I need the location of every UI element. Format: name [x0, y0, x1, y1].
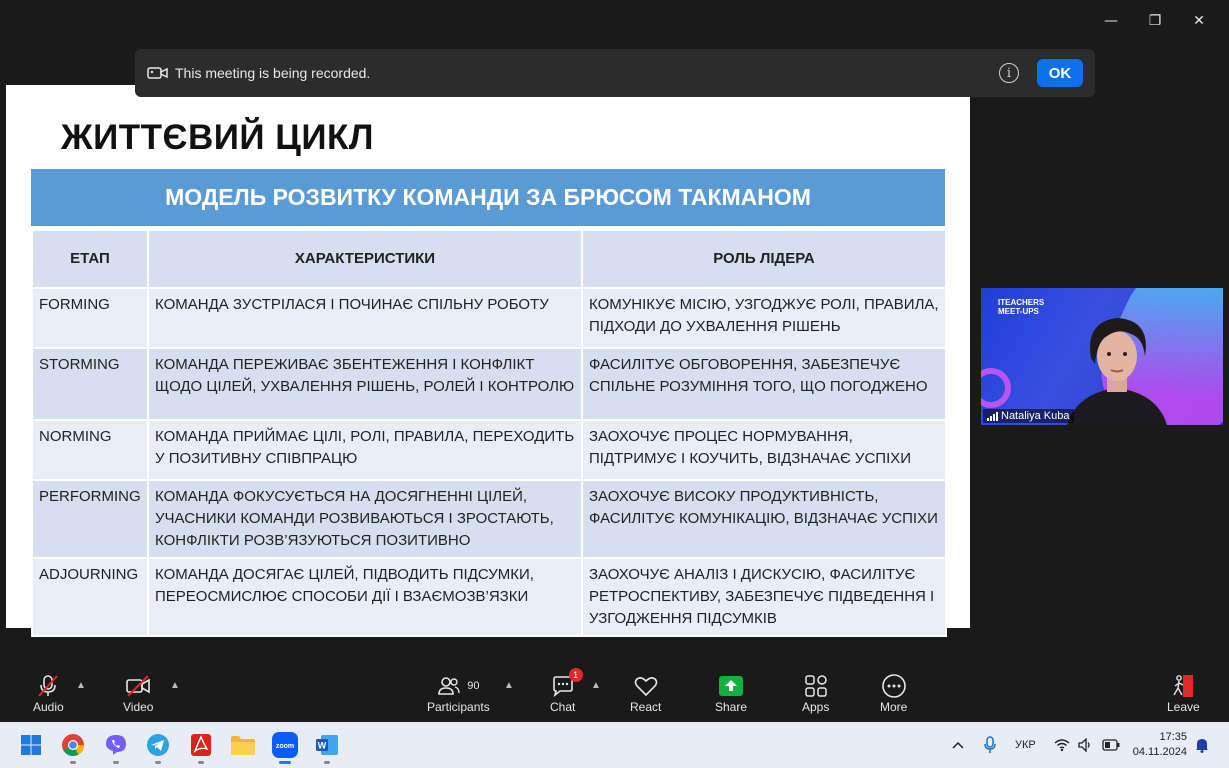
table-row [32, 288, 946, 348]
leave-button[interactable]: Leave [1167, 672, 1200, 714]
start-button[interactable] [17, 731, 45, 759]
input-language[interactable]: УКР [1015, 739, 1036, 751]
viber-icon [104, 733, 128, 757]
telegram-icon [146, 733, 170, 757]
table-row [32, 348, 946, 420]
chat-button[interactable]: 1 Chat [550, 672, 575, 714]
heart-icon [633, 674, 659, 698]
participants-button[interactable]: 90 Participants [427, 672, 490, 714]
video-options-caret[interactable]: ▲ [170, 680, 180, 691]
characteristics-cell: КОМАНДА ФОКУСУЄТЬСЯ НА ДОСЯГНЕННІ ЦІЛЕЙ, УЧАСНИКИ КОМАНДИ РОЗВИВАЮТЬСЯ І ЗРОСТАЮТЬ, КОНФЛІКТИ РОЗВ’ЯЗУЮТЬСЯ ПОЗИТИВНО [148, 480, 582, 558]
characteristics-cell: КОМАНДА ПЕРЕЖИВАЄ ЗБЕНТЕЖЕННЯ І КОНФЛІКТ ЩОДО ЦІЛЕЙ, УХВАЛЕННЯ РІШЕНЬ, РОЛЕЙ І КОНТРОЛЮ [148, 348, 582, 420]
table-row [32, 480, 946, 558]
video-camera-icon [147, 65, 169, 81]
bell-icon [1195, 737, 1209, 753]
video-muted-icon [124, 673, 152, 699]
signal-strength-icon [987, 412, 998, 421]
microphone-tray[interactable] [983, 722, 997, 768]
system-tray-icons[interactable] [1054, 722, 1120, 768]
taskbar-file-explorer[interactable] [229, 731, 257, 759]
taskbar-clock[interactable]: 17:35 04.11.2024 [1132, 731, 1187, 758]
table-row [32, 558, 946, 636]
taskbar-word[interactable] [313, 731, 341, 759]
zoom-app-icon [272, 732, 298, 758]
leader-role-cell: КОМУНІКУЄ МІСІЮ, УЗГОДЖУЄ РОЛІ, ПРАВИЛА, ПІДХОДИ ДО УХВАЛЕННЯ РІШЕНЬ [582, 288, 946, 348]
tuckman-table [31, 229, 947, 637]
leave-door-icon [1170, 673, 1196, 699]
microphone-muted-icon [35, 673, 61, 699]
recording-banner [135, 49, 1095, 97]
info-icon[interactable]: i [999, 63, 1019, 83]
more-button[interactable]: More [880, 672, 907, 714]
apps-icon [804, 674, 828, 698]
window-controls [1089, 8, 1221, 34]
participant-name-label: Nataliya Kuba [983, 409, 1074, 423]
restore-button[interactable]: ❐ [1148, 13, 1162, 29]
table-header-row [32, 230, 946, 288]
taskbar-telegram[interactable] [144, 731, 172, 759]
meeting-toolbar [0, 666, 1229, 722]
wifi-icon [1054, 738, 1070, 752]
recording-message: This meeting is being recorded. [175, 65, 371, 81]
battery-icon [1102, 739, 1120, 751]
windows-taskbar [0, 722, 1229, 768]
chat-unread-badge: 1 [569, 668, 583, 682]
participant-video-tile[interactable] [981, 288, 1223, 425]
leader-role-cell: ЗАОХОЧУЄ ВИСОКУ ПРОДУКТИВНІСТЬ, ФАСИЛІТУЄ КОМУНІКАЦІЮ, ВІДЗНАЧАЄ УСПІХИ [582, 480, 946, 558]
chat-options-caret[interactable]: ▲ [591, 680, 601, 691]
table-title: МОДЕЛЬ РОЗВИТКУ КОМАНДИ ЗА БРЮСОМ ТАКМАНОМ [31, 169, 945, 226]
microphone-icon [983, 736, 997, 754]
taskbar-viber[interactable] [102, 731, 130, 759]
ok-button[interactable]: OK [1037, 59, 1083, 87]
close-button[interactable]: ✕ [1193, 13, 1205, 29]
word-icon [315, 733, 339, 757]
audio-button[interactable]: Audio [33, 672, 64, 714]
background-brand-text: ITEACHERS MEET-UPS [998, 298, 1045, 316]
taskbar-acrobat[interactable] [187, 731, 215, 759]
share-button[interactable]: Share [715, 672, 747, 714]
table-row [32, 420, 946, 480]
header-cell: РОЛЬ ЛІДЕРА [582, 230, 946, 288]
apps-button[interactable]: Apps [802, 672, 829, 714]
taskbar-zoom[interactable] [271, 731, 299, 759]
folder-icon [230, 734, 256, 756]
taskbar-chrome[interactable] [59, 731, 87, 759]
header-cell: ХАРАКТЕРИСТИКИ [148, 230, 582, 288]
participants-icon [437, 675, 461, 697]
video-button[interactable]: Video [123, 672, 153, 714]
leader-role-cell: ЗАОХОЧУЄ АНАЛІЗ І ДИСКУСІЮ, ФАСИЛІТУЄ РЕТРОСПЕКТИВУ, ЗАБЕЗПЕЧУЄ ПІДВЕДЕННЯ І УЗГОДЖЕННЯ ПІДСУМКІВ [582, 558, 946, 636]
stage-cell: ADJOURNING [32, 558, 148, 636]
stage-cell: STORMING [32, 348, 148, 420]
windows-logo-icon [20, 734, 42, 756]
shared-screen-slide [6, 85, 970, 628]
react-button[interactable]: React [630, 672, 661, 714]
participant-avatar [1067, 308, 1167, 425]
chrome-icon [61, 733, 85, 757]
share-screen-icon [718, 675, 744, 697]
show-hidden-icons[interactable] [952, 722, 964, 768]
more-dots-icon [881, 673, 907, 699]
background-shape [981, 368, 1011, 408]
characteristics-cell: КОМАНДА ЗУСТРІЛАСЯ І ПОЧИНАЄ СПІЛЬНУ РОБОТУ [148, 288, 582, 348]
notifications-button[interactable] [1195, 722, 1209, 768]
chevron-up-icon [952, 740, 964, 750]
stage-cell: NORMING [32, 420, 148, 480]
pdf-reader-icon [190, 733, 212, 757]
svg-text:zoom: zoom [275, 743, 295, 750]
leader-role-cell: ЗАОХОЧУЄ ПРОЦЕС НОРМУВАННЯ, ПІДТРИМУЄ І КОУЧИТЬ, ВІДЗНАЧАЄ УСПІХИ [582, 420, 946, 480]
svg-text:W: W [317, 740, 327, 751]
participants-options-caret[interactable]: ▲ [504, 680, 514, 691]
header-cell: ЕТАП [32, 230, 148, 288]
minimize-button[interactable]: — [1104, 13, 1118, 29]
stage-cell: FORMING [32, 288, 148, 348]
participants-count: 90 [467, 680, 480, 692]
characteristics-cell: КОМАНДА ПРИЙМАЄ ЦІЛІ, РОЛІ, ПРАВИЛА, ПЕРЕХОДИТЬ У ПОЗИТИВНУ СПІВПРАЦЮ [148, 420, 582, 480]
slide-title: ЖИТТЄВИЙ ЦИКЛ [61, 118, 374, 157]
volume-icon [1078, 738, 1094, 752]
characteristics-cell: КОМАНДА ДОСЯГАЄ ЦІЛЕЙ, ПІДВОДИТЬ ПІДСУМКИ, ПЕРЕОСМИСЛЮЄ СПОСОБИ ДІЇ І ВЗАЄМОЗВ’ЯЗКИ [148, 558, 582, 636]
stage-cell: PERFORMING [32, 480, 148, 558]
leader-role-cell: ФАСИЛІТУЄ ОБГОВОРЕННЯ, ЗАБЕЗПЕЧУЄ СПІЛЬНЕ РОЗУМІННЯ ТОГО, ЩО ПОГОДЖЕНО [582, 348, 946, 420]
audio-options-caret[interactable]: ▲ [76, 680, 86, 691]
